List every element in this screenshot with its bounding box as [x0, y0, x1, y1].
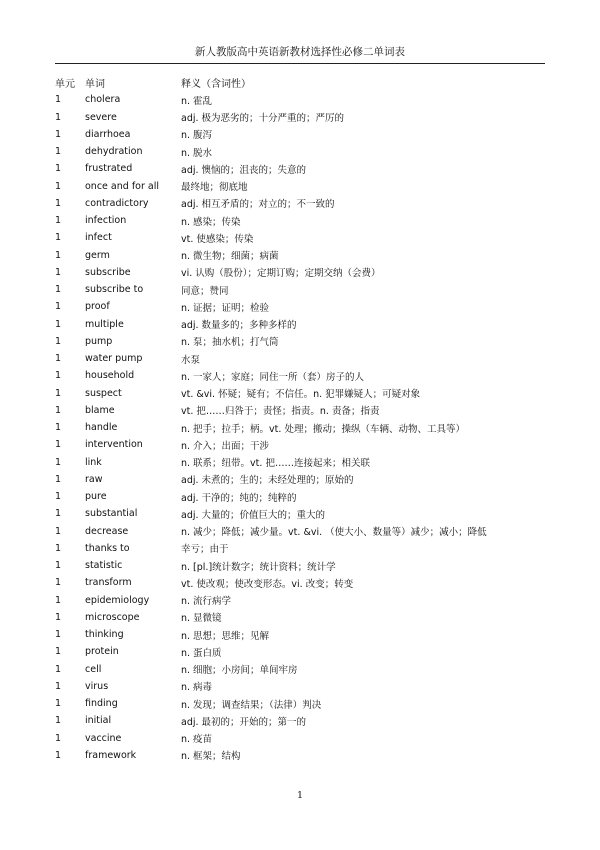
cell-definition: n. 介入；出面；干涉 [181, 440, 270, 452]
cell-unit: 1 [55, 197, 62, 209]
cell-word: raw [85, 473, 103, 485]
cell-unit: 1 [55, 370, 62, 382]
cell-definition: 最终地；彻底地 [181, 182, 248, 194]
table-row [55, 178, 545, 195]
cell-word: subscribe [85, 266, 131, 278]
table-row [55, 557, 545, 574]
table-row [55, 385, 545, 402]
cell-word: statistic [85, 560, 123, 572]
table-row [55, 126, 545, 143]
cell-unit: 1 [55, 525, 62, 537]
cell-word: dehydration [85, 146, 143, 158]
cell-word: suspect [85, 387, 122, 399]
cell-definition: adj. 极为恶劣的；十分严重的；严厉的 [181, 113, 345, 125]
cell-definition: 幸亏；由于 [181, 544, 229, 556]
cell-definition: n. 细胞；小房间；单间牢房 [181, 665, 298, 677]
cell-word: handle [85, 422, 118, 434]
cell-unit: 1 [55, 128, 62, 140]
cell-word: multiple [85, 318, 124, 330]
cell-definition: vt. 使改观；使改变形态。vi. 改变；转变 [181, 578, 354, 590]
cell-definition: adj. 干净的；纯的；纯粹的 [181, 492, 297, 504]
cell-definition: 同意；赞同 [181, 285, 229, 297]
cell-unit: 1 [55, 180, 62, 192]
table-row [55, 436, 545, 453]
cell-word: pump [85, 335, 113, 347]
table-row [55, 730, 545, 747]
cell-unit: 1 [55, 266, 62, 278]
table-header-row [55, 74, 545, 91]
table-row [55, 505, 545, 522]
cell-definition: adj. 大量的；价值巨大的；重大的 [181, 509, 326, 521]
cell-unit: 1 [55, 749, 62, 761]
cell-definition: n. 把手；拉手；柄。vt. 处理；搬动；操纵（车辆、动物、工具等） [181, 423, 465, 435]
cell-word: virus [85, 680, 109, 692]
table-row [55, 143, 545, 160]
cell-unit: 1 [55, 663, 62, 675]
cell-word: substantial [85, 508, 138, 520]
table-row [55, 316, 545, 333]
cell-definition: 水泵 [181, 354, 201, 366]
table-row [55, 402, 545, 419]
cell-word: contradictory [85, 197, 149, 209]
table-row [55, 747, 545, 764]
cell-word: infection [85, 215, 127, 227]
cell-definition: adj. 懊恼的；沮丧的；失意的 [181, 164, 307, 176]
vocabulary-table [55, 74, 545, 764]
header-divider [55, 63, 545, 64]
table-row [55, 609, 545, 626]
table-row [55, 712, 545, 729]
cell-definition: n. 发现；调查结果；（法律）判决 [181, 699, 322, 711]
cell-unit: 1 [55, 353, 62, 365]
cell-word: blame [85, 404, 115, 416]
cell-unit: 1 [55, 318, 62, 330]
cell-definition: n. 蛋白质 [181, 647, 222, 659]
cell-unit: 1 [55, 594, 62, 606]
table-row [55, 523, 545, 540]
cell-definition: n. 一家人；家庭；同住一所（套）房子的人 [181, 371, 365, 383]
cell-unit: 1 [55, 542, 62, 554]
cell-definition: vt. 使感染；传染 [181, 233, 254, 245]
cell-word: initial [85, 715, 112, 727]
table-row [55, 678, 545, 695]
table-row [55, 160, 545, 177]
cell-word: diarrhoea [85, 128, 131, 140]
table-row [55, 471, 545, 488]
cell-unit: 1 [55, 680, 62, 692]
cell-word: protein [85, 646, 119, 658]
page-header-title: 新人教版高中英语新教材选择性必修二单词表 [195, 46, 405, 58]
cell-definition: adj. 最初的；开始的；第一的 [181, 716, 307, 728]
table-row [55, 247, 545, 264]
cell-unit: 1 [55, 111, 62, 123]
cell-definition: n. 证据；证明；检验 [181, 302, 270, 314]
cell-word: cell [85, 663, 102, 675]
cell-unit: 1 [55, 284, 62, 296]
table-row [55, 540, 545, 557]
cell-word: severe [85, 111, 117, 123]
cell-definition: adj. 数量多的；多种多样的 [181, 320, 297, 332]
cell-definition: n. 减少；降低；减少量。vt. &vi. （使大小、数量等）减少；减小；降低 [181, 527, 487, 539]
cell-word: household [85, 370, 135, 382]
cell-unit: 1 [55, 715, 62, 727]
table-row [55, 212, 545, 229]
cell-word: microscope [85, 611, 140, 623]
cell-unit: 1 [55, 232, 62, 244]
table-row [55, 229, 545, 246]
cell-word: thanks to [85, 542, 130, 554]
cell-definition: n. 显微镜 [181, 613, 222, 625]
cell-definition: n. 霍乱 [181, 95, 213, 107]
cell-unit: 1 [55, 439, 62, 451]
cell-unit: 1 [55, 387, 62, 399]
cell-word: finding [85, 698, 118, 710]
cell-unit: 1 [55, 335, 62, 347]
cell-unit: 1 [55, 508, 62, 520]
cell-word: transform [85, 577, 132, 589]
cell-unit: 1 [55, 456, 62, 468]
cell-word: proof [85, 301, 110, 313]
cell-definition: n. 病毒 [181, 682, 213, 694]
cell-unit: 1 [55, 629, 62, 641]
cell-unit: 1 [55, 422, 62, 434]
cell-definition: n. 框架；结构 [181, 751, 241, 763]
table-body [55, 91, 545, 764]
table-row [55, 454, 545, 471]
cell-unit: 1 [55, 215, 62, 227]
table-row [55, 367, 545, 384]
table-row [55, 661, 545, 678]
table-row [55, 643, 545, 660]
cell-definition: vi. 认购（股份）；定期订购；定期交纳（会费） [181, 268, 381, 280]
cell-definition: n. 疫苗 [181, 734, 213, 746]
table-row [55, 626, 545, 643]
column-header-definition: 释义（含词性） [181, 79, 251, 91]
cell-definition: vt. &vi. 怀疑；疑有；不信任。n. 犯罪嫌疑人；可疑对象 [181, 389, 421, 401]
table-row [55, 333, 545, 350]
cell-word: once and for all [85, 180, 159, 192]
cell-word: decrease [85, 525, 129, 537]
table-row [55, 574, 545, 591]
cell-word: infect [85, 232, 112, 244]
cell-unit: 1 [55, 301, 62, 313]
cell-definition: n. 脱水 [181, 147, 213, 159]
table-row [55, 91, 545, 108]
table-row [55, 298, 545, 315]
cell-word: pure [85, 491, 107, 503]
cell-word: water pump [85, 353, 143, 365]
cell-word: framework [85, 749, 137, 761]
cell-definition: n. 感染；传染 [181, 216, 241, 228]
cell-definition: n. 流行病学 [181, 596, 232, 608]
cell-unit: 1 [55, 698, 62, 710]
cell-word: frustrated [85, 163, 133, 175]
table-row [55, 488, 545, 505]
cell-unit: 1 [55, 249, 62, 261]
cell-unit: 1 [55, 611, 62, 623]
cell-word: germ [85, 249, 110, 261]
cell-definition: n. [pl.]统计数字；统计资料；统计学 [181, 561, 336, 573]
cell-unit: 1 [55, 146, 62, 158]
cell-unit: 1 [55, 404, 62, 416]
table-row [55, 109, 545, 126]
cell-unit: 1 [55, 732, 62, 744]
table-row [55, 281, 545, 298]
cell-unit: 1 [55, 646, 62, 658]
table-row [55, 350, 545, 367]
page-number: 1 [296, 790, 304, 801]
table-row [55, 195, 545, 212]
cell-word: epidemiology [85, 594, 150, 606]
table-row [55, 419, 545, 436]
cell-definition: vt. 把……归咎于；责怪；指责。n. 责备；指责 [181, 406, 380, 418]
cell-unit: 1 [55, 491, 62, 503]
cell-definition: n. 微生物；细菌；病菌 [181, 251, 279, 263]
column-header-word: 单词 [85, 79, 105, 91]
cell-word: subscribe to [85, 284, 144, 296]
cell-unit: 1 [55, 577, 62, 589]
cell-word: intervention [85, 439, 143, 451]
cell-word: thinking [85, 629, 124, 641]
column-header-unit: 单元 [55, 79, 75, 91]
cell-word: vaccine [85, 732, 122, 744]
cell-unit: 1 [55, 560, 62, 572]
cell-unit: 1 [55, 163, 62, 175]
cell-definition: n. 联系；纽带。vt. 把……连接起来；相关联 [181, 458, 370, 470]
cell-definition: n. 泵；抽水机；打气筒 [181, 337, 279, 349]
cell-word: cholera [85, 94, 121, 106]
cell-definition: n. 腹泻 [181, 130, 213, 142]
cell-definition: adj. 未煮的；生的；未经处理的；原始的 [181, 475, 354, 487]
table-row [55, 592, 545, 609]
cell-word: link [85, 456, 102, 468]
cell-definition: n. 思想；思维；见解 [181, 630, 270, 642]
cell-definition: adj. 相互矛盾的；对立的；不一致的 [181, 199, 335, 211]
table-row [55, 695, 545, 712]
cell-unit: 1 [55, 473, 62, 485]
cell-unit: 1 [55, 94, 62, 106]
table-row [55, 264, 545, 281]
